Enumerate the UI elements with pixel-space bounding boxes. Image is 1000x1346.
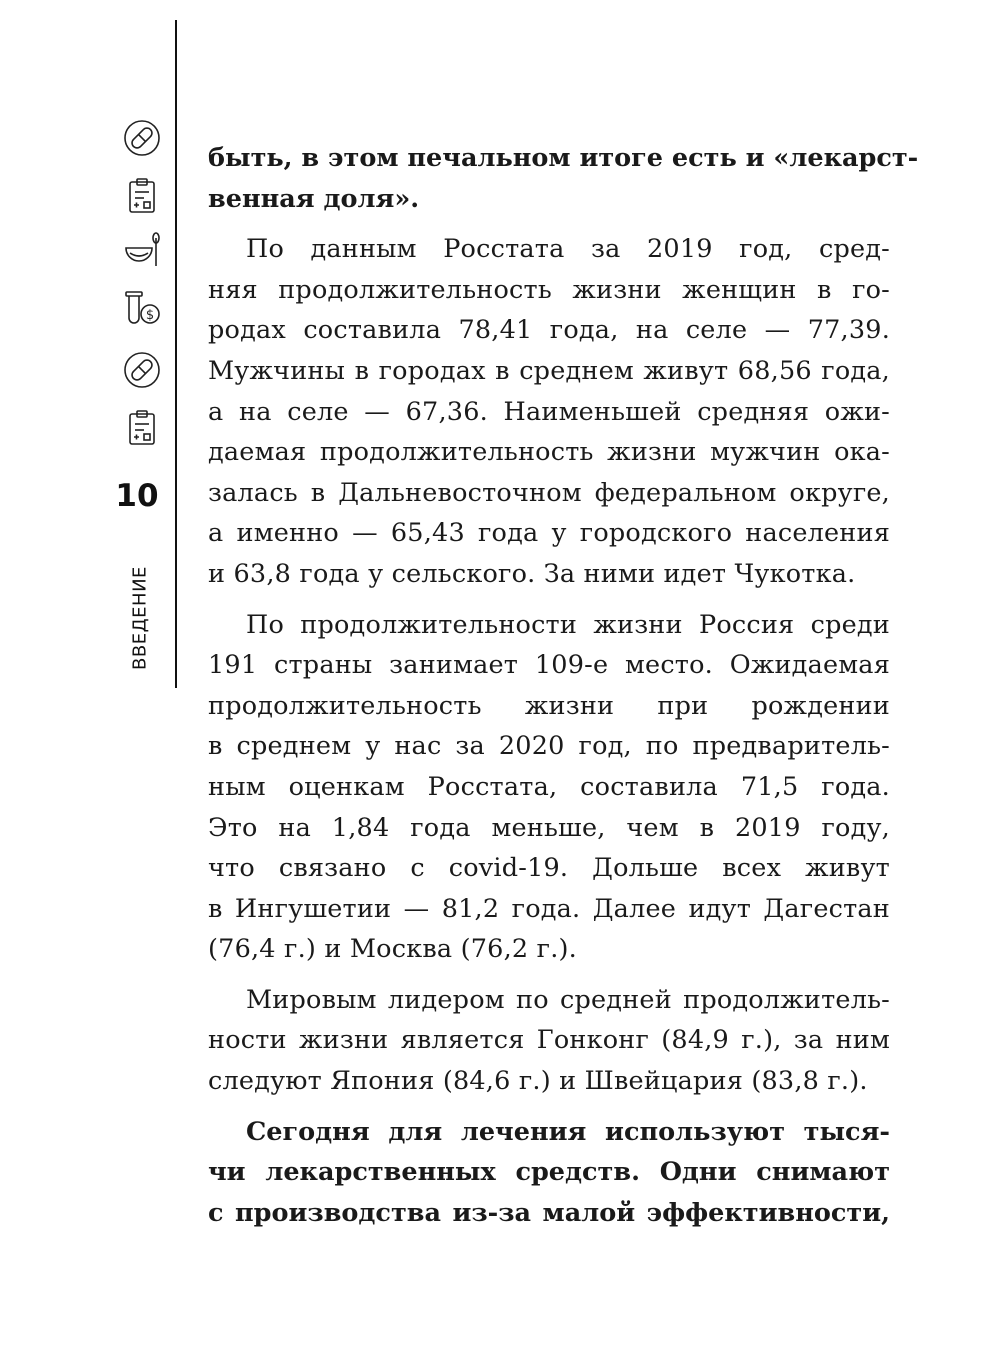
- text-line: и 63,8 года у сельского. За ними идет Чукотка.: [208, 558, 856, 589]
- text-line: чи лекарственных средств. Одни снимают: [208, 1157, 890, 1188]
- text-line: что связано с covid-19. Дольше всех живут: [208, 853, 890, 884]
- text-line: а именно — 65,43 года у городского населения: [208, 518, 890, 549]
- text-line: быть, в этом печальном итоге есть и «лекарст-: [208, 143, 919, 173]
- text-line: Мировым лидером по средней продолжитель-: [246, 984, 890, 1015]
- text-line: продолжительность жизни при рождении: [208, 690, 890, 721]
- text-line: в среднем у нас за 2020 год, по предваритель-: [208, 731, 890, 762]
- clipboard-icon: [120, 406, 164, 450]
- test-tube-money-icon: [120, 286, 164, 330]
- text-line: с производства из-за малой эффективности,: [208, 1197, 890, 1228]
- text-line: Сегодня для лечения используют тыся-: [246, 1116, 890, 1147]
- clipboard-icon: [120, 174, 164, 218]
- section-label: ВВЕДЕНИЕ: [129, 566, 151, 670]
- bowl-spoon-icon: [120, 228, 164, 272]
- text-line: в Ингушетии — 81,2 года. Далее идут Дагестан: [208, 893, 890, 924]
- text-line: венная доля».: [208, 183, 420, 214]
- paragraph: [208, 138, 919, 219]
- text-line: ным оценкам Росстата, составила 71,5 года.: [208, 771, 890, 802]
- text-line: По данным Росстата за 2019 год, сред-: [246, 234, 890, 265]
- body-text: [208, 138, 919, 1243]
- paragraph: [208, 980, 890, 1102]
- paragraph: [208, 229, 890, 594]
- text-line: даемая продолжительность жизни мужчин ока-: [208, 437, 890, 468]
- text-line: По продолжительности жизни Россия среди: [246, 609, 890, 640]
- text-line: залась в Дальневосточном федеральном округе,: [208, 477, 890, 508]
- pills-icon: [120, 116, 164, 160]
- text-line: родах составила 78,41 года, на селе — 77,39.: [208, 315, 890, 346]
- vertical-rule: [175, 20, 177, 688]
- text-line: следуют Япония (84,6 г.) и Швейцария (83,8 г.).: [208, 1066, 868, 1097]
- text-line: Это на 1,84 года меньше, чем в 2019 году,: [208, 812, 890, 843]
- text-line: Мужчины в городах в среднем живут 68,56 года,: [208, 355, 890, 386]
- paragraph: [208, 605, 890, 970]
- text-line: (76,4 г.) и Москва (76,2 г.).: [208, 934, 577, 965]
- svg-text:$: $: [145, 308, 155, 323]
- text-line: 191 страны занимает 109-е место. Ожидаемая: [208, 650, 890, 681]
- text-line: няя продолжительность жизни женщин в го-: [208, 274, 890, 305]
- paragraph: [208, 1112, 890, 1234]
- text-line: а на селе — 67,36. Наименьшей средняя ожи-: [208, 396, 890, 427]
- page-number: 10: [115, 478, 159, 514]
- text-line: ности жизни является Гонконг (84,9 г.), за ним: [208, 1025, 890, 1056]
- pills-icon: [120, 348, 164, 392]
